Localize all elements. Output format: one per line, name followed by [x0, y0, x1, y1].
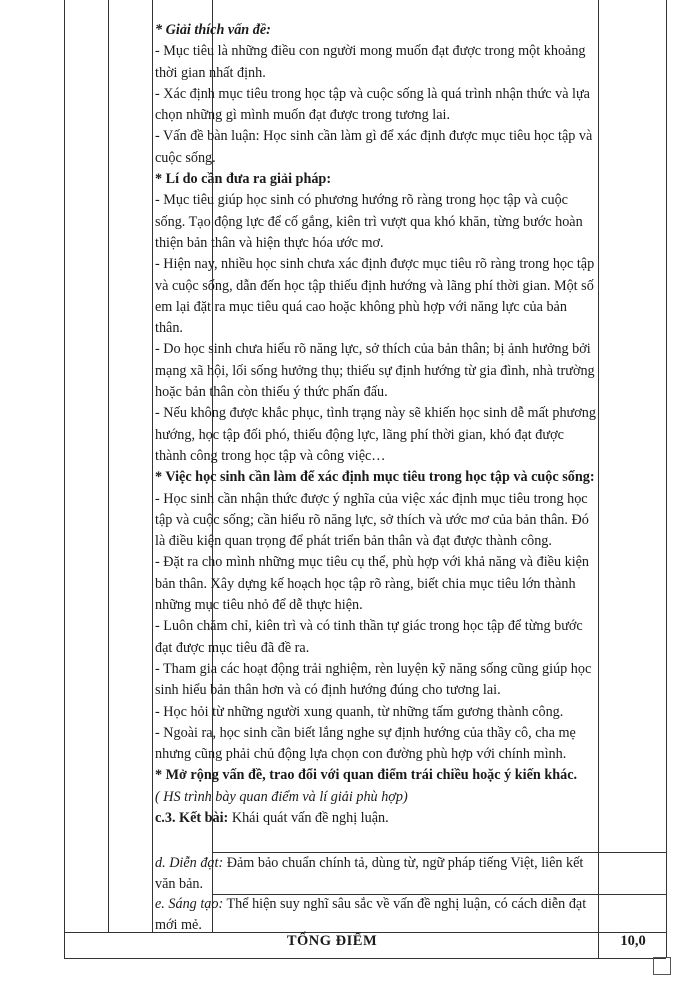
explain-line: - Mục tiêu là những điều con người mong muốn đạt được trong một khoảng thời gian nhất định.: [155, 43, 586, 81]
actions-heading: * Việc học sinh cần làm để xác định mục tiêu trong học tập và cuộc sống:: [155, 469, 595, 486]
table-border-bottom: [64, 958, 666, 959]
creativity-line: e. Sáng tạo: Thể hiện suy nghĩ sâu sắc về vấn đề nghị luận, có cách diễn đạt mới mẻ.: [155, 896, 587, 934]
action-line: - Học hỏi từ những người xung quanh, từ những tấm gương thành công.: [155, 703, 564, 720]
expand-note: ( HS trình bày quan điểm và lí giải phù hợp): [155, 788, 408, 805]
table-border-left: [64, 0, 65, 958]
table-border-right: [666, 0, 667, 958]
conclusion-line: c.3. Kết bài: Khái quát vấn đề nghị luận.: [155, 809, 389, 826]
expression-line: d. Diễn đạt: Đảm bảo chuẩn chính tả, dùng từ, ngữ pháp tiếng Việt, liên kết văn bản.: [155, 855, 584, 893]
corner-box: [653, 957, 671, 975]
column-divider-1: [108, 0, 109, 932]
action-line: - Tham gia các hoạt động trải nghiệm, rèn luyện kỹ năng sống cũng giúp học sinh hiểu bản thân hơn và có định hướng đúng cho tương lai.: [155, 660, 592, 699]
reason-line: - Do học sinh chưa hiểu rõ năng lực, sở thích của bản thân; bị ảnh hưởng bởi mạng xã hội, lối sống hưởng thụ; thiếu sự định hướng từ gia đình, nhà trường hoặc bản thân còn thiếu ý thức phấn đấu.: [155, 341, 595, 401]
total-score: 10,0: [620, 933, 646, 949]
explain-line: - Xác định mục tiêu trong học tập và cuộc sống là quá trình nhận thức và lựa chọn những gì mình muốn đạt được trong tương lai.: [155, 85, 590, 124]
action-line: - Đặt ra cho mình những mục tiêu cụ thể, phù hợp với khả năng và điều kiện bản thân. Xây dựng kế hoạch học tập rõ ràng, biết chia mục tiêu lớn thành những mục tiêu nhỏ để dễ thực hiện.: [155, 554, 590, 614]
explain-line: - Vấn đề bàn luận: Học sinh cần làm gì để xác định được mục tiêu học tập và cuộc sống.: [155, 128, 593, 166]
action-line: - Học sinh cần nhận thức được ý nghĩa của việc xác định mục tiêu trong học tập và cuộc sống; cần hiểu rõ năng lực, sở thích và ước mơ của bản thân. Đó là điều kiện quan trọng để phát triển bản thân và đạt được thành công.: [155, 490, 589, 550]
expression-cell: [155, 853, 598, 896]
reasons-heading: * Lí do cần đưa ra giải pháp:: [155, 171, 332, 188]
creativity-cell: [155, 894, 598, 937]
column-divider-2: [152, 0, 153, 932]
reason-line: - Hiện nay, nhiều học sinh chưa xác định được mục tiêu rõ ràng trong học tập và cuộc sống, dẫn đến học tập thiếu định hướng và lãng phí thời gian. Một số em lại đặt ra mục tiêu quá cao hoặc không phù hợp với năng lực của bản thân.: [155, 256, 595, 337]
action-line: - Ngoài ra, học sinh cần biết lắng nghe sự định hướng của thầy cô, cha mẹ nhưng cũng phải chủ động lựa chọn con đường phù hợp với chính mình.: [155, 724, 576, 763]
total-label: TỔNG ĐIỂM: [286, 933, 378, 949]
explain-heading: * Giải thích vấn đề:: [155, 22, 271, 38]
column-divider-4: [598, 0, 599, 958]
reason-line: - Mục tiêu giúp học sinh có phương hướng rõ ràng trong học tập và cuộc sống. Tạo động lực để cố gắng, kiên trì vượt qua khó khăn, từng bước hoàn thiện bản thân và hiện thực hóa ước mơ.: [155, 192, 583, 251]
expand-heading: * Mở rộng vấn đề, trao đổi với quan điểm trái chiều hoặc ý kiến khác.: [155, 767, 578, 784]
content-main: [155, 20, 598, 829]
action-line: - Luôn chăm chỉ, kiên trì và có tinh thần tự giác trong học tập để từng bước đạt được mục tiêu đã đề ra.: [155, 618, 583, 656]
reason-line: - Nếu không được khắc phục, tình trạng này sẽ khiến học sinh dễ mất phương hướng, học tập đối phó, thiếu động lực, lãng phí thời gian, khó đạt được thành công trong học tập và công việc…: [155, 405, 596, 464]
